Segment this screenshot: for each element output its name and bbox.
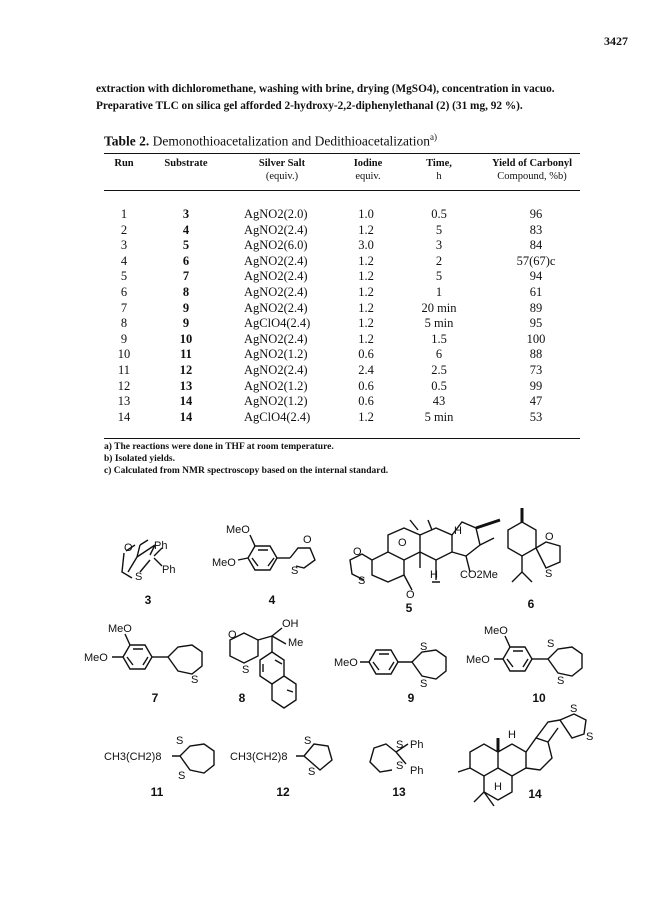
cell-run: 7 bbox=[120, 300, 128, 315]
compound-label-3: 3 bbox=[144, 593, 152, 607]
atom-s-11a: S bbox=[176, 735, 184, 747]
atom-ph-13b: Ph bbox=[410, 765, 424, 777]
cell-time: 2 bbox=[435, 253, 443, 268]
page-number: 3427 bbox=[604, 34, 628, 48]
cell-silver-salt: AgNO2(6.0) bbox=[244, 238, 308, 253]
cell-yield: 96 bbox=[529, 207, 543, 221]
compound-label-10: 10 bbox=[532, 691, 546, 705]
cell-silver-salt: AgNO2(1.2) bbox=[244, 347, 308, 362]
cell-time: 5 min bbox=[424, 316, 454, 331]
structure-11 bbox=[172, 744, 214, 773]
footnote-c: c) Calculated from NMR spectroscopy based on the internal standard. bbox=[104, 466, 389, 476]
cell-yield: 99 bbox=[529, 378, 543, 393]
cell-time: 0.5 bbox=[431, 378, 447, 393]
cell-silver-salt: AgNO2(2.4) bbox=[244, 300, 308, 315]
cell-substrate: 9 bbox=[182, 300, 190, 315]
cell-substrate: 12 bbox=[179, 363, 193, 377]
atom-s-12b: S bbox=[308, 766, 316, 778]
cell-substrate: 14 bbox=[179, 409, 193, 424]
atom-o-6: O bbox=[545, 531, 554, 543]
cell-yield: 53 bbox=[529, 409, 543, 424]
atom-h-5a: H bbox=[454, 525, 462, 537]
atom-oh-8: OH bbox=[282, 618, 299, 630]
structure-10 bbox=[494, 636, 582, 676]
cell-time: 20 min bbox=[421, 300, 457, 315]
cell-substrate: 9 bbox=[182, 316, 190, 331]
cell-iodine: 1.2 bbox=[358, 269, 374, 284]
compound-label-13: 13 bbox=[392, 785, 406, 799]
cell-time: 6 bbox=[435, 347, 443, 362]
cell-yield: 47 bbox=[529, 394, 543, 409]
cell-substrate: 11 bbox=[180, 347, 192, 362]
atom-s-9b: S bbox=[420, 678, 428, 690]
atom-ph-3b: Ph bbox=[162, 564, 176, 576]
cell-silver-salt: AgNO2(2.4) bbox=[244, 285, 308, 299]
cell-yield: 84 bbox=[529, 238, 543, 253]
cell-run: 8 bbox=[120, 316, 128, 331]
header-time: Time, h bbox=[426, 158, 452, 182]
atom-s-4: S bbox=[291, 565, 299, 577]
atom-o-5b: O bbox=[398, 537, 407, 549]
cell-run: 4 bbox=[120, 253, 128, 268]
atom-s-13a: S bbox=[396, 739, 404, 751]
atom-s-10a: S bbox=[547, 638, 555, 650]
cell-yield: 89 bbox=[529, 300, 543, 315]
cell-iodine: 0.6 bbox=[358, 394, 374, 409]
compound-label-5: 5 bbox=[405, 601, 413, 615]
cell-iodine: 1.0 bbox=[358, 207, 374, 221]
atom-ph-13a: Ph bbox=[410, 739, 424, 751]
cell-substrate: 10 bbox=[179, 331, 193, 346]
cell-run: 5 bbox=[120, 269, 128, 284]
cell-silver-salt: AgClO4(2.4) bbox=[244, 409, 311, 424]
atom-o-5c: O bbox=[406, 589, 415, 601]
header-iodine: Iodine equiv. bbox=[353, 158, 383, 182]
cell-yield: 100 bbox=[526, 331, 546, 346]
atom-meo-7b: MeO bbox=[84, 652, 108, 664]
cell-run: 11 bbox=[117, 363, 131, 377]
cell-silver-salt: AgNO2(2.4) bbox=[244, 331, 308, 346]
atom-alkyl-12: CH3(CH2)8 bbox=[230, 751, 288, 763]
atom-h-14a: H bbox=[508, 729, 516, 741]
compound-label-12: 12 bbox=[276, 785, 290, 799]
cell-iodine: 1.2 bbox=[358, 331, 374, 346]
cell-silver-salt: AgNO2(1.2) bbox=[244, 394, 308, 409]
cell-run: 14 bbox=[117, 409, 131, 424]
cell-time: 5 min bbox=[424, 409, 454, 424]
atom-s-6: S bbox=[545, 568, 553, 580]
atom-s-13b: S bbox=[396, 760, 404, 772]
atom-meo-10a: MeO bbox=[484, 625, 508, 637]
cell-silver-salt: AgNO2(2.4) bbox=[244, 222, 308, 237]
cell-substrate: 4 bbox=[182, 222, 190, 237]
cell-silver-salt: AgNO2(2.4) bbox=[244, 269, 308, 284]
header-run: Run bbox=[114, 158, 134, 169]
atom-s-14b: S bbox=[586, 731, 594, 743]
cell-iodine: 1.2 bbox=[358, 285, 374, 299]
compound-label-6: 6 bbox=[527, 597, 535, 611]
cell-substrate: 7 bbox=[182, 269, 190, 284]
footnote-a: a) The reactions were done in THF at room temperature. bbox=[104, 442, 334, 452]
compound-label-11: 11 bbox=[150, 785, 164, 799]
structure-7 bbox=[112, 634, 202, 674]
atom-s-5: S bbox=[358, 575, 366, 587]
compound-label-7: 7 bbox=[151, 691, 159, 705]
cell-run: 10 bbox=[117, 347, 131, 362]
cell-iodine: 3.0 bbox=[358, 238, 374, 253]
intro-line-1: extraction with dichloromethane, washing with brine, drying (MgSO4), concentration in vacuo. bbox=[96, 83, 555, 95]
cell-silver-salt: AgNO2(2.0) bbox=[244, 207, 308, 221]
cell-run: 1 bbox=[120, 207, 128, 221]
table-label: Table 2. bbox=[104, 133, 150, 149]
cell-run: 3 bbox=[120, 238, 128, 253]
atom-s-10b: S bbox=[557, 675, 565, 687]
atom-h-5b: H bbox=[430, 569, 438, 581]
atom-meo-4b: MeO bbox=[212, 557, 236, 569]
compound-label-14: 14 bbox=[528, 787, 542, 801]
header-substrate: Substrate bbox=[164, 158, 208, 169]
cell-silver-salt: AgClO4(2.4) bbox=[244, 316, 311, 331]
cell-run: 13 bbox=[117, 394, 131, 409]
cell-run: 6 bbox=[120, 285, 128, 299]
atom-co2me-5: CO2Me bbox=[460, 569, 498, 581]
cell-iodine: 2.4 bbox=[358, 363, 374, 377]
atom-s-12a: S bbox=[304, 735, 312, 747]
cell-yield: 73 bbox=[529, 363, 543, 377]
header-silver-salt: Silver Salt (equiv.) bbox=[258, 158, 306, 182]
atom-s-3: S bbox=[135, 571, 143, 583]
table-title: Demonothioacetalization and Dedithioacetalization bbox=[152, 133, 431, 149]
cell-iodine: 1.2 bbox=[358, 222, 374, 237]
structure-9 bbox=[360, 650, 446, 679]
atom-h-14b: H bbox=[494, 781, 502, 793]
atom-meo-9: MeO bbox=[334, 657, 358, 669]
cell-iodine: 1.2 bbox=[358, 316, 374, 331]
atom-alkyl-11: CH3(CH2)8 bbox=[104, 751, 162, 763]
cell-substrate: 5 bbox=[182, 238, 190, 253]
atom-ph-3a: Ph bbox=[154, 540, 168, 552]
cell-iodine: 1.2 bbox=[358, 300, 374, 315]
cell-substrate: 3 bbox=[182, 207, 190, 221]
atom-s-14a: S bbox=[570, 703, 578, 715]
atom-o-8: O bbox=[228, 629, 237, 641]
cell-substrate: 6 bbox=[182, 253, 190, 268]
cell-silver-salt: AgNO2(2.4) bbox=[244, 363, 308, 377]
atom-s-7: S bbox=[191, 674, 199, 686]
cell-iodine: 1.2 bbox=[358, 409, 374, 424]
atom-s-11b: S bbox=[178, 770, 186, 782]
cell-time: 3 bbox=[435, 238, 443, 253]
cell-run: 2 bbox=[120, 222, 128, 237]
cell-iodine: 0.6 bbox=[358, 347, 374, 362]
atom-me-8: Me bbox=[288, 637, 304, 649]
atom-s-9a: S bbox=[420, 641, 428, 653]
cell-silver-salt: AgNO2(2.4) bbox=[244, 253, 308, 268]
atom-meo-4a: MeO bbox=[226, 524, 250, 536]
atom-o-3: O bbox=[124, 542, 133, 554]
compound-label-8: 8 bbox=[238, 691, 246, 705]
cell-run: 12 bbox=[117, 378, 131, 393]
intro-line-2: Preparative TLC on silica gel afforded 2-hydroxy-2,2-diphenylethanal (2) (31 mg, 92 %). bbox=[96, 100, 523, 112]
atom-o-4: O bbox=[303, 534, 312, 546]
compound-label-9: 9 bbox=[407, 691, 415, 705]
cell-time: 2.5 bbox=[431, 363, 447, 377]
cell-yield: 83 bbox=[529, 222, 543, 237]
cell-yield: 88 bbox=[529, 347, 543, 362]
header-yield: Yield of Carbonyl Compound, %b) bbox=[491, 158, 573, 182]
cell-silver-salt: AgNO2(1.2) bbox=[244, 378, 308, 393]
cell-yield: 95 bbox=[529, 316, 543, 331]
atom-o-5a: O bbox=[353, 546, 362, 558]
table-title-sup: a) bbox=[430, 132, 438, 142]
atom-s-8: S bbox=[242, 664, 250, 676]
cell-yield: 61 bbox=[529, 285, 543, 299]
cell-run: 9 bbox=[120, 331, 128, 346]
cell-time: 1 bbox=[435, 285, 443, 299]
cell-substrate: 8 bbox=[182, 285, 190, 299]
cell-time: 1.5 bbox=[431, 331, 447, 346]
cell-time: 43 bbox=[432, 394, 446, 409]
cell-time: 0.5 bbox=[431, 207, 447, 221]
cell-time: 5 bbox=[435, 222, 443, 237]
cell-yield: 57(67)c bbox=[516, 253, 556, 268]
atom-meo-7a: MeO bbox=[108, 623, 132, 635]
atom-meo-10b: MeO bbox=[466, 654, 490, 666]
cell-iodine: 0.6 bbox=[358, 378, 374, 393]
cell-substrate: 13 bbox=[179, 378, 193, 393]
cell-substrate: 14 bbox=[179, 394, 193, 409]
footnote-b: b) Isolated yields. bbox=[104, 454, 175, 464]
compound-label-4: 4 bbox=[268, 593, 276, 607]
cell-yield: 94 bbox=[529, 269, 543, 284]
cell-time: 5 bbox=[435, 269, 443, 284]
cell-iodine: 1.2 bbox=[358, 253, 374, 268]
